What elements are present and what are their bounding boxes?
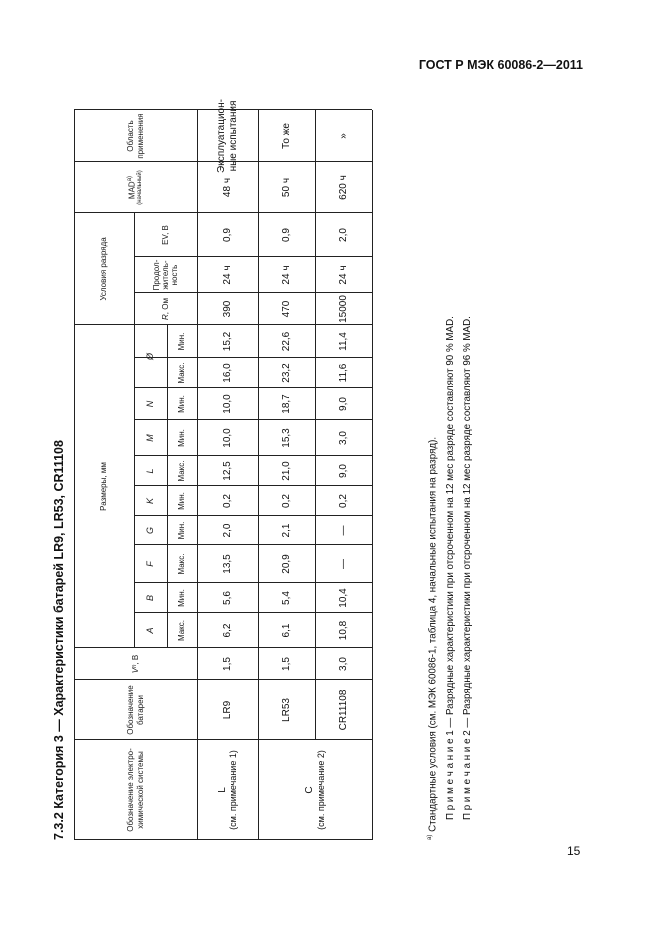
dimension-value: 10,0	[221, 428, 233, 448]
header-application-area: Область применения	[126, 113, 145, 159]
dimension-value: 13,5	[221, 554, 233, 574]
rotated-table-block	[50, 92, 570, 840]
header-vn	[74, 648, 197, 680]
mad-value: 620 ч	[337, 175, 349, 200]
header-mad-label: MAD$^{a)}$	[127, 175, 137, 200]
header-dim-letter: M	[145, 434, 156, 442]
dimension-value: 22,6	[280, 331, 292, 352]
header-end-voltage: EV, В	[160, 225, 170, 245]
dimension-value: 10,0	[221, 394, 233, 414]
system-group-c	[258, 740, 372, 840]
header-dim-letter: G	[145, 527, 156, 535]
dimension-value: 18,7	[280, 394, 292, 414]
header-limit: Мин.	[177, 521, 187, 540]
load-resistance: 15000	[337, 295, 349, 323]
dimension-value: 6,2	[221, 623, 233, 638]
dimension-value: 5,6	[221, 591, 233, 605]
header-dim-letter: A	[145, 627, 156, 634]
section-title: 7.3.2 Категория 3 — Характеристики батарей LR9, LR53, CR11108	[52, 440, 66, 840]
dimension-value: 9,0	[337, 397, 349, 411]
header-mad-note: (начальный)	[136, 170, 143, 205]
header-limit: Макс.	[177, 362, 187, 384]
header-duration: Продолжительность	[151, 259, 180, 291]
header-dim-letter: N	[145, 400, 156, 408]
dimension-value: 11,4	[337, 332, 349, 351]
header-limit: Макс.	[177, 460, 187, 482]
end-voltage: 0,9	[280, 228, 292, 242]
nominal-voltage: 1,5	[221, 657, 233, 671]
dimension-value: 21,0	[280, 461, 292, 481]
characteristics-table	[50, 92, 570, 840]
dimension-value: —	[337, 559, 349, 569]
header-dim-letter: L	[145, 468, 156, 474]
header-mad-sup: a)	[127, 175, 134, 182]
header-limit: Мин.	[177, 492, 187, 510]
dimension-value: 5,4	[280, 591, 292, 605]
header-dim-letter: K	[145, 498, 156, 505]
header-limit: Мин.	[177, 332, 187, 351]
discharge-duration: 24 ч	[337, 265, 349, 285]
system-note: (см. примечание 2)	[315, 750, 326, 830]
discharge-duration: 24 ч	[221, 265, 233, 285]
end-voltage: 2,0	[337, 228, 349, 242]
header-designation: Обозначение батареи	[126, 685, 145, 735]
nominal-voltage: 3,0	[337, 657, 349, 671]
footnote-a-text: Стандартные условия (см. МЭК 60086-1, таблица 4, начальные испытания на разряд).	[427, 436, 439, 835]
header-chem-system: Обозначение электрохимической системы	[126, 748, 145, 832]
battery-designation: LR53	[280, 698, 292, 722]
dimension-value: 6,1	[280, 623, 292, 638]
header-limit: Макс.	[177, 620, 187, 642]
dimension-value: 0,2	[221, 494, 233, 508]
nominal-voltage: 1,5	[280, 657, 292, 671]
table-bottom-rule	[372, 110, 373, 840]
header-vn-symbol: V	[130, 667, 140, 674]
battery-designation: LR9	[221, 700, 233, 720]
header-vn-unit: , В	[130, 654, 140, 665]
dimension-value: 10,8	[337, 620, 349, 641]
dimension-value: —	[337, 525, 349, 536]
footnote-a	[427, 437, 438, 840]
dimension-value: 2,1	[280, 523, 292, 538]
dimension-value: 0,2	[337, 494, 349, 508]
header-limit: Мин.	[177, 429, 187, 447]
header-dim-letter: B	[145, 595, 156, 602]
dimension-value: 16,0	[221, 363, 233, 383]
dimension-value: 15,2	[221, 331, 233, 352]
application-area: »	[337, 133, 349, 139]
header-dim-letter: Ø	[145, 353, 156, 361]
dimension-value: 20,9	[280, 554, 292, 574]
dimension-value: 2,0	[221, 523, 233, 538]
dimension-value: 9,0	[337, 464, 349, 478]
header-limit: Мин.	[177, 589, 187, 607]
dimension-value: 15,3	[280, 428, 292, 448]
dimension-value: 0,2	[280, 494, 292, 508]
system-letter: C	[304, 786, 316, 794]
header-vn-subscript: n	[132, 664, 139, 668]
dimension-value: 23,2	[280, 363, 292, 383]
footnote-a-mark: а)	[427, 834, 433, 840]
header-resistance-unit: , Ом	[160, 298, 170, 315]
header-dimensions: Размеры, мм	[99, 462, 109, 511]
header-mad	[74, 162, 197, 213]
page-number: 15	[567, 844, 581, 858]
dimension-value: 11,6	[337, 363, 349, 383]
note-1: П р и м е ч а н и е 1 — Разрядные характеристики при отсроченном на 12 мес разряде составляют 90 % MAD.	[445, 316, 456, 820]
header-limit: Мин.	[177, 395, 187, 413]
end-voltage: 0,9	[221, 228, 233, 242]
discharge-duration: 24 ч	[280, 265, 292, 285]
document-header: ГОСТ Р МЭК 60086-2—2011	[418, 58, 583, 72]
mad-value: 48 ч	[221, 177, 233, 198]
application-area: Эксплуатационные испытания	[216, 99, 239, 173]
mad-value: 50 ч	[280, 177, 292, 198]
note-2: П р и м е ч а н и е 2 — Разрядные характеристики при отсроченном на 12 мес разряде составляют 96 % MAD.	[462, 316, 473, 820]
system-letter: L	[216, 787, 228, 793]
header-resistance-symbol: R	[160, 314, 170, 320]
battery-designation: CR11108	[337, 689, 349, 731]
load-resistance: 390	[221, 300, 233, 318]
header-dim-letter: F	[145, 561, 156, 567]
system-note: (см. примечание 1)	[228, 750, 239, 830]
dimension-value: 12,5	[221, 461, 233, 481]
system-group-l	[197, 740, 258, 840]
header-discharge-conditions: Условия разряда	[99, 237, 109, 301]
header-resistance	[134, 293, 197, 325]
dimension-value: 3,0	[337, 431, 349, 445]
load-resistance: 470	[280, 300, 292, 318]
dimension-value: 10,4	[337, 588, 349, 608]
application-area: То же	[280, 123, 292, 149]
header-limit: Макс.	[177, 553, 187, 575]
